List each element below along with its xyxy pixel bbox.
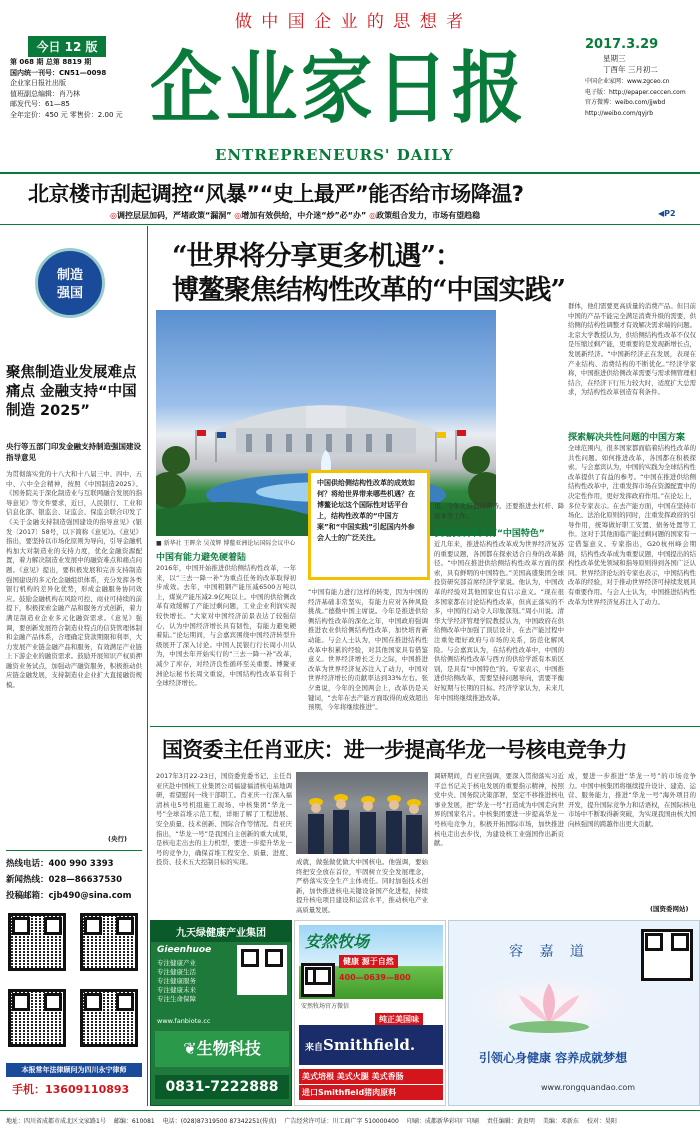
main-col-4b: 全球范围内，很多国家都面临着结构性改革的共性问题。如何推进改革，各国都在积极探索。与会嘉宾认为，中国的实践为全球结构性改革提供了有益的参考。“中国在推进供给侧结构性改革中，注重发挥市场在资源配置中的决定性作用，更好发挥政府作用。”在论坛上，多位专家表示。在去产能方面，中国在坚持市场化、法治化原则的同时，注重发挥政府的引导作用，统筹做好职工安置、债务处置等工作。这对于其他面临产能过剩问题的国家有一定借鉴意义。专家指出，G20杭州峰会期间，结构性改革成为重要议题，中国提出的结构性改革优先领域和指导原则得到各国广泛认同。世界经济论坛的专家也表示，中国结构性改革的经验，对于推动世界经济可持续发展具有重要作用。与会人士认为，中国推进结构性改革为世界经济复苏注入了动力。	[568, 444, 696, 606]
hotline[interactable]: 热线电话：400 990 3393	[6, 859, 114, 869]
lawyer-phone[interactable]: 手机：13609110893	[12, 1083, 130, 1096]
main-kicker: “世界将分享更多机遇”：	[172, 241, 462, 272]
qr-code-weibo[interactable]	[80, 913, 138, 971]
ad-anran-smithfield[interactable]	[294, 920, 446, 1106]
footer-editor: 责任编辑：黄贵明	[486, 1117, 535, 1125]
footer-rule	[0, 1110, 700, 1111]
footer-zip: 邮编：610081	[113, 1117, 155, 1125]
footer-printer: 印刷：成都新华彩印厂印刷	[406, 1117, 479, 1125]
post-code: 邮发代号：61—85	[10, 100, 70, 108]
ad2-tagline: 健康 源于自然	[339, 955, 398, 968]
ad2-qr-code[interactable]	[301, 963, 335, 997]
lawyer-note: 本报常年法律顾问为四川永宁律师	[6, 1063, 142, 1077]
pullquote-text: 中国供给侧结构性改革的成效如何？将给世界带来哪些机遇？在博鳌论坛这个国际性对话平台上，结构性改革的“中国方案”和“中国实践”引起国内外参会人士的广泛关注。	[317, 479, 415, 542]
ad3-slogan: 引领心身健康 容养成就梦想	[479, 1051, 628, 1065]
pullquote-box	[308, 470, 430, 580]
banner-rule	[0, 224, 700, 225]
ad1-qr-code[interactable]	[237, 945, 287, 995]
main-col-2: “中国有能力进行这样的转变，因为中国的经济基础非常坚实，有能力应对各种风险挑战。”德勤中国主席说。今年是推进供给侧结构性改革的深化之年，中国政府强调推进农业供给侧结构性改革，加快培育新动能。与会人士认为，中国在推进结构性改革中积累的经验，对其他国家具有借鉴意义。世界经济增长乏力之际，中国推进改革为世界经济复苏注入了动力，中国对世界经济增长的贡献率达到33%左右。张夕勇说，今年的全国两会上，改革仍是关键词，“去年在去产能方面取得的成效超出预期，今年将继续推进”。	[308, 588, 428, 712]
main-story	[150, 226, 700, 724]
ad2-items: 美式培根 美式火腿 美式香肠	[299, 1069, 443, 1084]
publisher: 企业家日报社出版	[10, 79, 66, 87]
contribution-email[interactable]: 投稿邮箱：cjb490@sina.com	[6, 891, 132, 901]
news-hotline[interactable]: 新闻热线：028—86637530	[6, 875, 123, 885]
lotus-icon	[469, 973, 629, 1037]
photo-byline: ■ 新华社 王晖余 吴茂辉 博鳌亚洲论坛国际会议中心	[156, 540, 296, 547]
qr-code-wechat[interactable]	[8, 913, 66, 971]
header-slogan: 做 中 国 企 业 的 思 想 者	[234, 12, 466, 32]
ad1-bio: ❦生物科技	[155, 1031, 289, 1067]
qr-code-site[interactable]	[80, 989, 138, 1047]
footer-proof: 校对：昊阳	[586, 1117, 617, 1125]
banner-headline[interactable]: 北京楼市刮起调控“风暴”“史上最严”能否给市场降温?	[28, 182, 524, 206]
ad1-title: 九天绿健康产业集团	[151, 921, 291, 942]
edition-box	[8, 36, 128, 57]
ad2-smithfield: 来自Smithfield.	[299, 1025, 443, 1065]
ad-jiutianlv[interactable]	[150, 920, 292, 1106]
lunar-date: 丁酉年 三月初二	[603, 64, 658, 74]
ad2-import: 进口Smithfield猪肉原料	[299, 1085, 443, 1100]
second-story	[150, 728, 700, 918]
ad3-title: 容 嘉 道	[509, 944, 590, 960]
bullet-icon: ◎	[110, 211, 117, 220]
second-headline[interactable]: 国资委主任肖亚庆：进一步提高华龙一号核电竞争力	[162, 737, 627, 762]
left-body: 为贯彻落实党的十八大和十八届三中、四中、五中、六中全会精神，按照《中国制造2025》、《国务院关于深化制造业与互联网融合发展的指导意见》等文件要求，近日，人民银行、工业和信息化部、银监会、证监会、保监会联合印发了《关于金融支持制造强国建设的指导意见》(银发〔2017〕58号，以下简称《意见》)。《意见》指出，要坚持以市场化原则为导向，引导金融机构加大对制造业的支持力度，优化金融资源配置，着力解决制造业发展中的融资难点和痛点问题。《意见》提出，要积极发展和完善支持制造强国建设的多元化金融组织体系，充分发挥各类银行机构的差异化优势，形成金融服务协同效应。鼓励金融机构在风险可控、商业可持续的前提下，积极探索金融产品和服务方式创新，着力满足制造业企业多元化融资需求。《意见》强调，要创新发展符合制造业特点的信贷管理体制和金融产品体系，合理确定贷款期限和利率，大力发展产业链金融产品和服务，有效满足产业链上下游企业的融资需求。鼓励开展知识产权质押融资业务试点，加强动产融资服务，积极推动供应链金融发展，支持制造业企业扩大直接融资规模。	[6, 470, 142, 690]
ad1-brand: Gieenhuoe	[157, 945, 212, 955]
second-col-1: 2017年3月22-23日，国资委党委书记、主任肖亚庆赴中国核工业集团公司福建福清核电基地调研，看望慰问一线干部职工。肖亚庆一行深入福清核电5号机组施工现场、中核集团“华龙一号”全球首堆示范工程，详细了解了工程进展、安全质量、技术创新、国际合作等情况。肖亚庆指出，“华龙一号”是我国自主创新的重大成果，是核电走出去的主力机型，要进一步提升华龙一号的竞争力，确保首堆工程安全、质量、进度、投资、技术五大控制目标的实现。	[156, 772, 292, 867]
masthead	[0, 0, 700, 172]
footer-licence: 广告经营许可证：川工商广字 510000400	[284, 1117, 399, 1125]
leaf-icon: ❦	[183, 1039, 197, 1058]
edition-label: 今日 12 版	[28, 36, 106, 57]
footer-review: 美编：邓新东	[542, 1117, 579, 1125]
weibo-url: http://weibo.com/qyjrb	[585, 109, 654, 117]
left-deck: 央行等五部门印发金融支持制造强国建设指导意见	[6, 442, 141, 462]
manufacturing-badge	[35, 248, 105, 318]
ad3-site[interactable]: www.rongquandao.com	[541, 1083, 636, 1092]
main-col-4: 群体，他们需要更高质量的消费产品。但目前中国的产品不能完全满足消费升级的需要，供给侧的结构性调整才有效解决需求端的问题。北京大学教授认为，供给侧结构性改革不仅仅是压缩过剩产能，更重要的是发现新增长点，发展新经济。“中国新经济正在发展，表现在产业结构、消费结构的不断优化。”经济学家称，中国推进供给侧改革需要与需求侧管理相结合，在经济下行压力较大时，适度扩大总需求，为结构性改革创造有利条件。	[568, 302, 696, 397]
photo-caption: 博鳌亚洲论坛国际会议中心	[223, 540, 296, 547]
badge-top: 制造	[56, 268, 83, 283]
wechat-id: 官方微博：weibo.com/jjwbd	[585, 99, 666, 106]
ad2-logo: 安然牧场	[305, 932, 370, 951]
ad2-wechat: 安然牧场官方微信	[301, 1003, 350, 1010]
bullet-icon: ◎	[234, 211, 242, 220]
footer-phone: 电话：(028)87319500 87342251(传真)	[162, 1117, 277, 1125]
ad1-lines: 专注健康产业 专注健康生活 专注健康服务 专注健康未来 专注生命保障	[157, 959, 196, 1003]
banner-subheads	[110, 210, 670, 221]
bullet-icon: ◎	[369, 211, 377, 220]
second-story-rule	[150, 726, 700, 727]
main-headline[interactable]: 博鳌聚焦结构性改革的“中国实践”	[172, 275, 566, 306]
issue-date: 2017.3.29	[585, 37, 659, 52]
left-headline[interactable]: 聚焦制造业发展难点痛点 金融支持“中国制造 2025”	[6, 365, 137, 419]
second-col-3: 调研期间，肖亚庆强调，要深入贯彻落实习近平总书记关于核电发展的重要指示精神，按照党中央、国务院决策部署，坚定不移推进核电事业发展，把“华龙一号”打造成为中国走向世界的国家名片。中核集团要进一步提高华龙一号核电竞争力，积极开拓国际市场，加快推进核电走出去步伐，为建设核工业强国作出新贡献。	[434, 772, 564, 848]
price: 全年定价：450 元 零售价：2.00 元	[10, 110, 123, 119]
footer	[0, 1112, 700, 1128]
banner-sub-2: 增加有效供给，中介迷“炒”必“办”	[241, 211, 367, 220]
website: 中国企业家网：www.zgceo.cn	[585, 78, 670, 85]
left-column	[0, 226, 148, 1106]
ad2-pure: 纯正美国味	[375, 1013, 423, 1026]
banner-page-ref[interactable]: ◀P2	[658, 209, 676, 218]
main-col-3b: 近几年来，推进结构性改革成为世界经济复苏的重要议题，各国都在探索适合自身的改革路径。“中国在推进供给侧结构性改革方面的探索，具有鲜明的中国特色。”美国高盛集团全球投资研究部首席经济学家说。他认为，中国改革的经验对其他国家也有启示意义。“现在很多国家都在讨论结构性改革，但真正落实的不多，中国的行动令人印象深刻。”周小川说。清华大学经济管理学院教授认为，中国政府在供给侧改革中加强了顶层设计，在去产能过程中注重处理好政府与市场的关系，防范化解风险。与会嘉宾认为，在结构性改革中，中国的供给侧结构性改革与西方的供给学派有本质区别，是具有“中国特色”的。专家表示，中国推进供给侧改革，需要坚持问题导向，需要平衡好短期与长期的目标。经济学家认为，未来几年中国将继续推进改革。	[434, 540, 564, 702]
ad2-top	[299, 925, 443, 999]
header-info-right	[585, 36, 697, 119]
subhead-hard-landing: 中国有能力避免硬着陆	[156, 553, 247, 563]
left-sign: (央行)	[108, 835, 127, 843]
banner-sub-1: 调控层层加码，严堵政策“漏洞”	[116, 211, 232, 220]
ad3-qr-code[interactable]	[641, 929, 693, 981]
badge-bottom: 强国	[56, 286, 83, 301]
arrow-icon: ◀	[658, 209, 665, 218]
ad2-phone[interactable]: 400—0639—800	[339, 973, 411, 982]
photo-illustration	[296, 772, 428, 854]
main-col-3: 用，今年比较值得期待。还要推进去杠杆、降成本等工作。	[434, 502, 564, 520]
weekday: 星期三	[603, 54, 626, 63]
second-sign: (国资委网站)	[650, 905, 689, 913]
cn-number: 国内统一刊号：CN51—0098	[10, 68, 107, 77]
second-col-4: 成，要进一步推进“华龙一号”的市场竞争力。中国中核集团将继续提升设计、建造、运营、服务能力，推进“华龙一号”海外项目的开发，提升国际竞争力和话语权，在国际核电市场中不断取得新突破，为实现我国由核大国向核强国的跨越作出更大贡献。	[568, 772, 696, 828]
contact-box	[6, 850, 142, 1104]
second-photo[interactable]	[296, 772, 428, 854]
masthead-rule	[0, 172, 700, 174]
main-col-1: 2016年，中国开始推进供给侧结构性改革，一年来，以“三去一降一补”为重点任务的改革取得初步成效。去年，中国粗钢产能压减6500万吨以上，煤炭产能压减2.9亿吨以上。中国的供给侧改革有效缓解了产能过剩问题，工业企业利润实现较快增长。“大家对中国经济前景表达了较强信心，认为中国经济增长具有韧性，有能力避免硬着陆。”论坛期间，与会嘉宾围绕中国经济转型升级展开了深入讨论。中国人民银行行长周小川认为，中国去年开始实行的“三去一降一补”改革，减少了库存，对经济良性循环至关重要。博鳌亚洲论坛秘书长周文重说，中国结构性改革有利于全球经济增长。	[156, 564, 296, 688]
ad1-site[interactable]: www.fanbiote.cc	[157, 1017, 211, 1025]
epaper: 电子版：http://epaper.ceccen.com	[585, 88, 686, 96]
masthead-english: ENTREPRENEURS' DAILY	[215, 146, 454, 164]
footer-address: 地址：四川省成都市成北区文家路1号	[6, 1117, 106, 1125]
subhead-common-problems: 探索解决共性问题的中国方案	[568, 433, 686, 443]
ad-rongjiadao[interactable]	[448, 920, 700, 1106]
ad3-lotus	[469, 973, 629, 1037]
subhead-china-features: 供给侧改革具有“中国特色”	[434, 529, 545, 539]
issue-number: 第 068 期 总第 8819 期	[10, 58, 92, 66]
ad1-phone[interactable]: 0831-7222888	[155, 1075, 289, 1099]
second-col-2: 成就，做强做优做大中国核电。他强调，要始终把安全放在首位，牢固树立安全发展理念，严格落实安全生产主体责任。同时加强技术创新，加快推进核电关键设备国产化进程，持续提升核电项目建设和运营水平，推动核电产业高质量发展。	[296, 858, 428, 914]
masthead-title: 企业家日报	[150, 43, 528, 134]
qr-code-app[interactable]	[8, 989, 66, 1047]
header-info-left	[10, 57, 138, 120]
banner-sub-3: 政策组合发力，市场有望趋稳	[376, 211, 481, 220]
duty-editor: 值班副总编辑：肖乃林	[10, 89, 80, 98]
